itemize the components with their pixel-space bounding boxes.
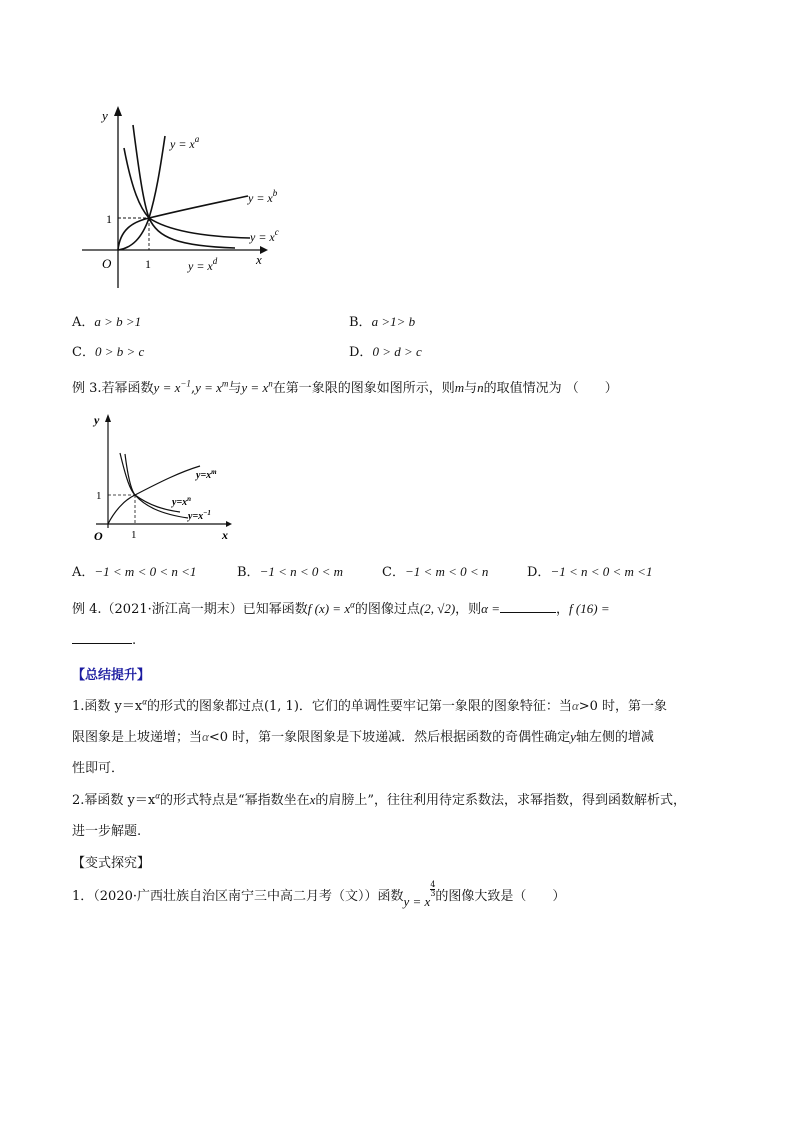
ex4-point: (2, √2) (419, 601, 456, 616)
x-axis-label: x (256, 252, 262, 267)
tick-y-1: 1 (96, 490, 102, 502)
ex3-formula-3: y = x (241, 380, 269, 395)
choice-letter: D． (349, 345, 373, 360)
label-curve-n: $y=x^n$ (172, 495, 192, 508)
ex3-n: n (477, 380, 484, 395)
q3-choice-d (527, 561, 652, 580)
summary-p1-text-b: 的形式的图象都过点(1, 1)．它们的单调性要牢记第一象限的图象特征：当 (146, 699, 572, 714)
label-curve-c: $y = x^c$ (250, 227, 279, 244)
ex3-prefix: 例 3.若幂函数 (72, 381, 154, 396)
choice-text: 0 > d > c (372, 344, 422, 359)
tick-y-1: 1 (106, 212, 112, 226)
summary-p2-text-b: 的形式特点是“幂指数坐在 (159, 793, 310, 808)
summary-p1-text-f: 轴左侧的增减 (575, 730, 654, 745)
y-axis-arrow (105, 414, 111, 422)
variant-q1-fraction-exponent (430, 881, 435, 898)
power-function-graph-1 (70, 100, 310, 295)
tick-x-1: 1 (145, 257, 151, 271)
ex3-formula-2: y = x (195, 380, 222, 395)
choice-letter: B． (237, 565, 260, 580)
summary-p2-text-c: 的肩膀上”，往往利用待定系数法，求幂指数，得到函数解析式， (315, 793, 687, 808)
ex4-function: f (x) = x (307, 601, 351, 616)
choice-text: a > b >1 (94, 314, 142, 329)
choice-text: a >1> b (371, 314, 416, 329)
x-axis-label: x (222, 528, 228, 542)
label-curve-neg-one: $y=x^{-1}$ (188, 509, 211, 522)
label-curve-m: $y=x^m$ (196, 468, 217, 481)
summary-point-2-line-2: 进一步解题. (72, 824, 142, 839)
choice-letter: C． (382, 565, 405, 580)
variant-q1-prefix: 1．（2020·广西壮族自治区南宁三中高二月考（文））函数 (72, 889, 404, 904)
choice-letter: A． (72, 315, 95, 330)
choice-text: −1 < m < 0 < n (404, 564, 489, 579)
q3-choice-c (382, 561, 488, 580)
summary-point-1-line-2 (72, 726, 654, 745)
ex3-exp-1: −1 (180, 378, 191, 389)
label-curve-d: $y = x^d$ (188, 256, 218, 273)
q2-choice-c (72, 341, 144, 360)
summary-point-1-line-1 (72, 695, 667, 714)
variant-question-1 (72, 880, 566, 909)
y-axis-label: y (94, 413, 100, 427)
origin-label: O (94, 529, 103, 543)
y-axis-label: y (102, 108, 108, 123)
summary-p2-exp: α (155, 790, 160, 801)
ex3-formula-1: y = x (153, 380, 181, 395)
ex4-mid: 的图像过点 (354, 602, 420, 617)
power-function-graph-2 (80, 408, 240, 548)
variant-heading: 【变式探究】 (72, 856, 151, 871)
choice-text: −1 < n < 0 < m (259, 564, 344, 579)
variant-q1-numerator: 4 (430, 880, 436, 889)
ex4-exponent: α (350, 599, 355, 610)
choice-letter: D． (527, 565, 551, 580)
choice-letter: B． (349, 315, 372, 330)
example-4-line-2 (72, 631, 136, 648)
summary-point-2-line-1 (72, 789, 686, 808)
ex4-then: ，则 (455, 602, 482, 617)
summary-p1-text-e: <0 时，第一象限图象是下坡递减．然后根据函数的奇偶性确定 (208, 730, 571, 745)
summary-p1-text-d: 限图象是上坡递增；当 (72, 730, 203, 745)
ex3-tail: 的取值情况为 （ ） (483, 381, 618, 396)
q2-choice-b (349, 311, 415, 330)
example-4-statement (72, 598, 610, 617)
summary-p1-y: y (570, 729, 576, 744)
summary-p1-text-a: 1.函数 y＝x (72, 699, 143, 714)
ex4-comma: ， (556, 602, 570, 617)
ex4-alpha: α = (481, 601, 501, 616)
label-curve-a: $y = x^a$ (170, 134, 200, 151)
choice-text: 0 > b > c (94, 344, 145, 359)
choice-text: −1 < n < 0 < m <1 (550, 564, 653, 579)
origin-label: O (102, 256, 112, 271)
q2-choice-a (72, 311, 141, 330)
curve-n (120, 453, 180, 512)
x-axis-arrow (226, 521, 232, 527)
ex3-and-2: 与 (464, 381, 478, 396)
y-axis-arrow (114, 106, 122, 116)
summary-p1-exp: α (142, 696, 147, 707)
ex4-f16: f (16) = (569, 601, 610, 616)
variant-q1-suffix: 的图像大致是（ ） (435, 889, 566, 904)
summary-p1-alpha: α (571, 698, 579, 713)
label-curve-b: $y = x^b$ (248, 188, 278, 205)
summary-heading: 【总结提升】 (72, 668, 151, 683)
answer-blank-2 (72, 631, 132, 644)
ex4-end: . (132, 633, 137, 648)
summary-point-1-line-3: 性即可． (72, 761, 125, 776)
choice-letter: A． (72, 565, 95, 580)
variant-q1-denominator: 3 (430, 889, 436, 898)
tick-x-1: 1 (131, 529, 137, 541)
ex3-sep: , (190, 381, 196, 396)
answer-blank-1 (500, 600, 556, 613)
summary-p2-text-a: 2.幂函数 y＝x (72, 793, 156, 808)
q2-choice-d (349, 341, 422, 360)
q3-choice-b (237, 561, 343, 580)
ex3-suffix: 在第一象限的图象如图所示，则 (272, 381, 455, 396)
example-3-statement (72, 377, 618, 396)
choice-text: −1 < m < 0 < n <1 (94, 564, 197, 579)
ex4-prefix: 例 4.（2021·浙江高一期末）已知幂函数 (72, 602, 308, 617)
choice-letter: C． (72, 345, 95, 360)
summary-p1-text-c: >0 时，第一象 (578, 699, 668, 714)
ex3-exp-2: m (221, 378, 229, 389)
summary-p2-x: x (309, 792, 316, 807)
summary-p1-alpha-2: α (202, 729, 209, 744)
ex3-m: m (454, 380, 465, 395)
curve-neg-one (125, 454, 188, 518)
q3-choice-a (72, 561, 196, 580)
ex3-and: 与 (228, 381, 242, 396)
variant-q1-formula: y = x (403, 894, 431, 909)
ex3-exp-3: n (268, 378, 273, 389)
